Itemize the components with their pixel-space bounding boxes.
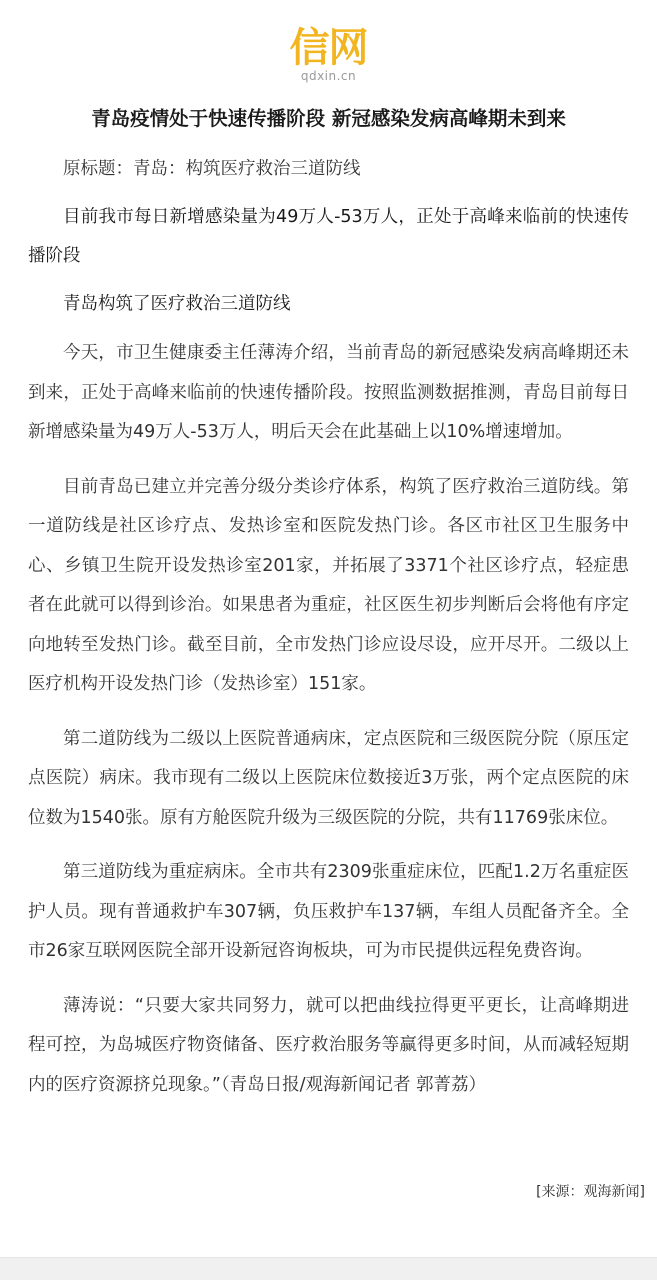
article-paragraph: 第二道防线为二级以上医院普通病床，定点医院和三级医院分院（原压定点医院）病床。我市现有二级以上医院床位数接近3万张，两个定点医院的床位数为1540张。原有方舱医院升级为三级医院的分院，共有11769张床位。 — [28, 728, 629, 828]
logo-domain: qdxin.cn — [300, 69, 357, 83]
article-source: [来源：观海新闻] — [536, 1184, 645, 1200]
article-paragraph: 薄涛说：“只要大家共同努力，就可以把曲线拉得更平更长，让高峰期进程可控，为岛城医疗物资储备、医疗救治服务等赢得更多时间，从而减轻短期内的医疗资源挤兑现象。”（青岛日报/观海新闻记者 郭菁荔） — [28, 995, 629, 1095]
original-title: 原标题：青岛：构筑医疗救治三道防线 — [63, 159, 361, 179]
article-lead: 目前我市每日新增感染量为49万人-53万人，正处于高峰来临前的快速传播阶段 — [28, 206, 629, 266]
site-logo[interactable] — [0, 25, 657, 83]
article-paragraph: 第三道防线为重症病床。全市共有2309张重症床位，匹配1.2万名重症医护人员。现有普通救护车307辆，负压救护车137辆，车组人员配备齐全。全市26家互联网医院全部开设新冠咨询板块，可为市民提供远程免费咨询。 — [28, 862, 629, 961]
article-subheading: 青岛构筑了医疗救治三道防线 — [63, 293, 291, 314]
logo-mark: 信网 — [289, 25, 368, 71]
bottom-bar — [0, 1257, 657, 1280]
article-body — [28, 150, 629, 1120]
article-title: 青岛疫情处于快速传播阶段 新冠感染发病高峰期未到来 — [91, 107, 566, 130]
article-paragraph: 目前青岛已建立并完善分级分类诊疗体系，构筑了医疗救治三道防线。第一道防线是社区诊疗点、发热诊室和医院发热门诊。各区市社区卫生服务中心、乡镇卫生院开设发热诊室201家，并拓展了3371个社区诊疗点，轻症患者在此就可以得到诊治。如果患者为重症，社区医生初步判断后会将他有序定向地转至发热门诊。截至目前，全市发热门诊应设尽设，应开尽开。二级以上医疗机构开设发热门诊（发热诊室）151家。 — [28, 476, 629, 694]
article-paragraph: 今天，市卫生健康委主任薄涛介绍，当前青岛的新冠感染发病高峰期还未到来，正处于高峰来临前的快速传播阶段。按照监测数据推测，青岛目前每日新增感染量为49万人-53万人，明后天会在此基础上以10%增速增加。 — [28, 343, 629, 442]
